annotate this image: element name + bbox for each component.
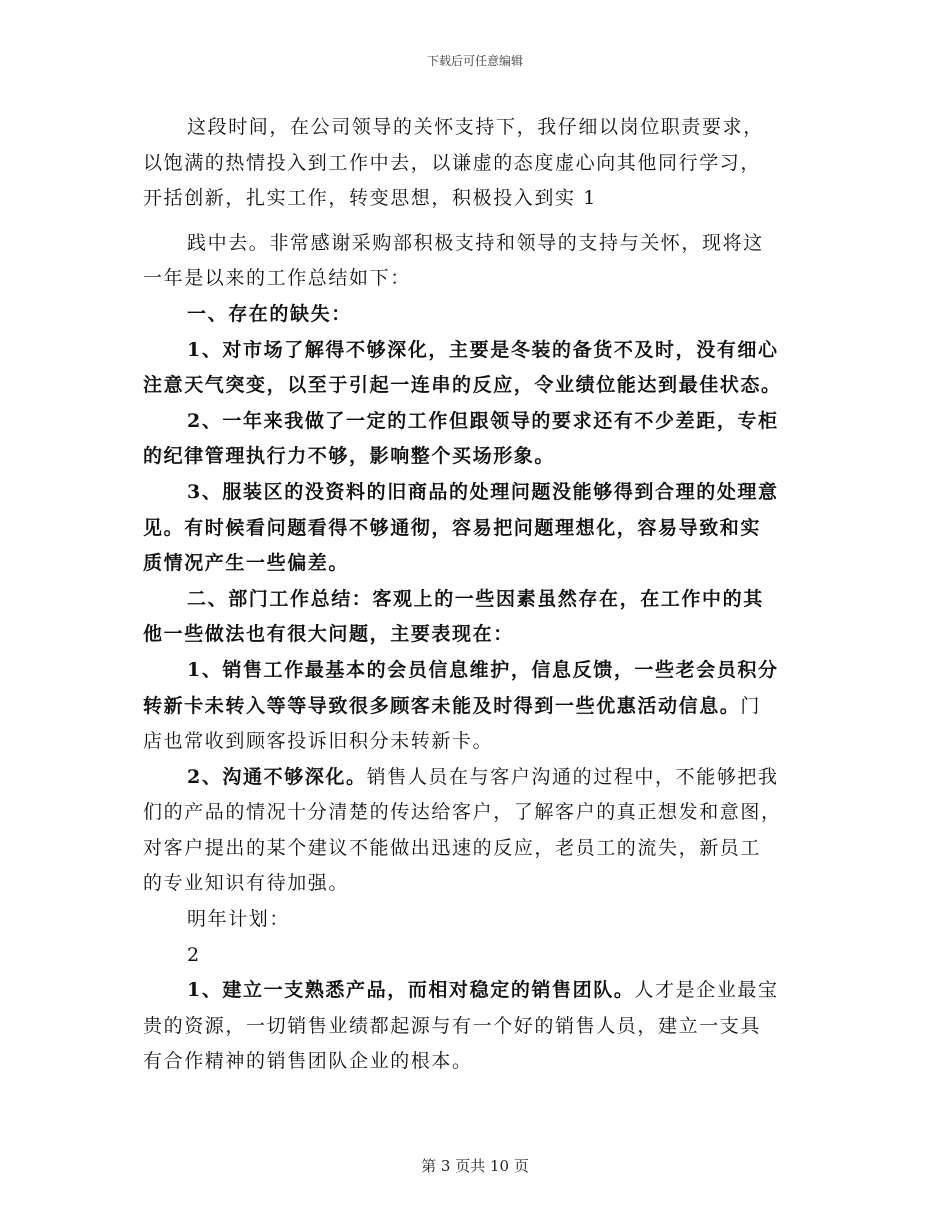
bold-text: 质情况产生一些偏差。 xyxy=(143,552,350,575)
text-line xyxy=(143,973,811,1009)
text-line xyxy=(143,689,811,725)
body-text: 店也常收到顾客投诉旧积分未转新卡。 xyxy=(143,730,494,753)
text-line xyxy=(143,546,811,582)
text-line xyxy=(143,261,811,297)
text-line xyxy=(143,653,811,689)
bold-text: 一、存在的缺失： xyxy=(187,302,352,325)
body-text: 销售人员在与客户沟通的过程中，不能够把我 xyxy=(366,765,779,788)
body-text: 门 xyxy=(740,694,762,717)
text-line xyxy=(143,475,811,511)
bold-text: 1、对市场了解得不够深化，主要是冬装的备货不及时，没有细心 xyxy=(187,338,779,361)
text-line xyxy=(143,368,811,404)
text-line xyxy=(143,724,811,760)
text-line xyxy=(143,831,811,867)
text-line xyxy=(143,404,811,440)
text-line xyxy=(143,617,811,653)
document-body xyxy=(143,110,811,1080)
bold-text: 注意天气突变，以至于引起一连串的反应，令业绩位能达到最佳状态。 xyxy=(143,374,782,397)
page-header: 下载后可任意编辑 xyxy=(426,54,523,68)
text-line xyxy=(143,1009,811,1045)
text-line xyxy=(143,297,811,333)
body-text: 明年计划： xyxy=(187,908,291,931)
text-line xyxy=(143,110,811,146)
text-line xyxy=(143,181,811,217)
text-line xyxy=(143,866,811,902)
body-text: 贵的资源，一切销售业绩都起源与有一个好的销售人员，建立一支具 xyxy=(143,1014,762,1037)
text-line xyxy=(143,146,811,182)
body-text: 开括创新，扎实工作，转变思想，积极投入到实 1 xyxy=(143,187,597,210)
body-text: 对客户提出的某个建议不能做出迅速的反应，老员工的流失，新员工 xyxy=(143,836,762,859)
text-line xyxy=(143,582,811,618)
body-text: 人才是企业最宝 xyxy=(634,979,779,1002)
text-line xyxy=(143,439,811,475)
text-line xyxy=(143,795,811,831)
bold-text: 见。有时候看问题看得不够通彻，容易把问题理想化，容易导致和实 xyxy=(143,516,762,539)
bold-text: 他一些做法也有很大问题，主要表现在： xyxy=(143,623,514,646)
bold-text: 3、服装区的没资料的旧商品的处理问题没能够得到合理的处理意 xyxy=(187,480,779,503)
text-line xyxy=(143,902,811,938)
bold-text: 2、沟通不够深化。 xyxy=(187,765,367,788)
page-break-gap xyxy=(143,217,811,226)
bold-text: 1、建立一支熟悉产品，而相对稳定的销售团队。 xyxy=(187,979,635,1002)
text-line xyxy=(143,760,811,796)
bold-text: 转新卡未转入等等导致很多顾客未能及时得到一些优惠活动信息。 xyxy=(143,694,741,717)
text-line xyxy=(143,226,811,262)
body-text: 这段时间，在公司领导的关怀支持下，我仔细以岗位职责要求， xyxy=(187,116,764,138)
text-line xyxy=(143,333,811,369)
body-text: 们的产品的情况十分清楚的传达给客户，了解客户的真正想发和意图， xyxy=(143,801,782,824)
body-text: 一年是以来的工作总结如下： xyxy=(143,267,411,290)
body-text: 的专业知识有待加强。 xyxy=(143,872,350,895)
text-line xyxy=(143,1044,811,1080)
bold-text: 二、部门工作总结：客观上的一些因素虽然存在，在工作中的其 xyxy=(187,587,764,610)
body-text: 以饱满的热情投入到工作中去，以谦虚的态度虚心向其他同行学习， xyxy=(143,151,762,174)
body-text: 有合作精神的销售团队企业的根本。 xyxy=(143,1050,473,1073)
text-line xyxy=(143,511,811,547)
bold-text: 2、一年来我做了一定的工作但跟领导的要求还有不少差距，专柜 xyxy=(187,409,779,432)
page-footer: 第 3 页共 10 页 xyxy=(421,1157,529,1175)
text-line xyxy=(143,938,811,974)
body-text: 践中去。非常感谢采购部积极支持和领导的支持与关怀，现将这 xyxy=(187,231,764,254)
body-text: 2 xyxy=(187,943,201,966)
bold-text: 1、销售工作最基本的会员信息维护，信息反馈，一些老会员积分 xyxy=(187,658,779,681)
bold-text: 的纪律管理执行力不够，影响整个买场形象。 xyxy=(143,445,556,468)
